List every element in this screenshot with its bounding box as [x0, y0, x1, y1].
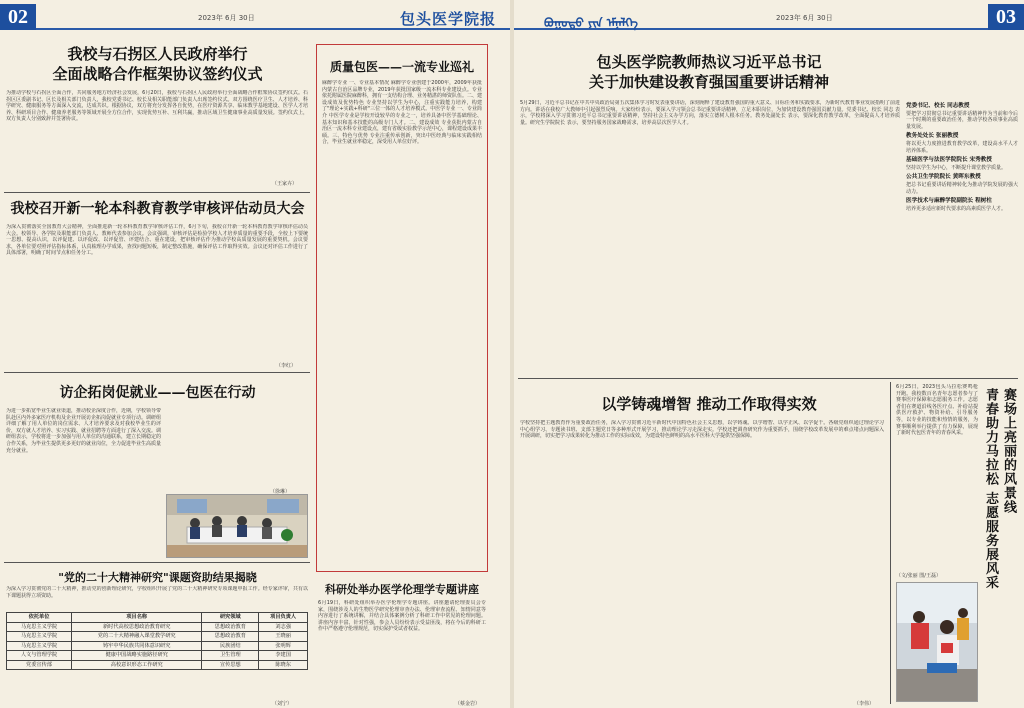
soul-text: 学校坚持把主题教育作为重要政治任务，深入学习贯彻习近平新时代中国特色社会主义思想，以学铸魂、以学增智、以学正风、以学促干。各级党组织通过理论学习中心组学习、专题读书班、支部主题党日等多种形式开展学习，推动理论学习走深走实。学校还把调查研究作为重要抓手，围绕学校改革发展中的难点堵点问题深入开展调研，切实把学习成果转化为推动工作的实际成效，为建设特色鲜明的高水平医科大学提供坚强保障。	[520, 420, 884, 440]
masthead: 包头医学院报	[400, 10, 497, 28]
strategic-title-2: 全面战略合作框架协议签约仪式	[52, 65, 263, 83]
undergrad-title: 我校召开新一轮本科教育教学审核评估动员大会	[10, 201, 305, 217]
issue-date: 2023年 6月 30日	[776, 14, 833, 22]
table-cell: 民族团结	[202, 641, 259, 651]
table-row	[7, 641, 308, 651]
section-body: 把总书记重要讲话精神转化为推动学院发展的强大动力。	[906, 181, 1018, 195]
research-table	[6, 612, 308, 670]
section-heading: 公共卫生学院院长 黄晖东教授	[906, 174, 981, 181]
ethics-byline: （蔡金岩）	[455, 701, 481, 707]
table-cell: 王晓丽	[259, 632, 308, 642]
divider	[4, 372, 310, 373]
lead-title-2: 关于加快建设教育强国重要讲话精神	[588, 73, 829, 91]
visit-text: 为进一步拓宽毕业生就业渠道，推动校企深度合作，近期，学校领导带队赴区内外多家医疗机构及企业开展访企拓岗促就业专项行动。调研组详细了解了用人单位的岗位需求、人才培养要求及对我校毕业生的评价，双方就人才培养、实习实践、就业招聘等方面进行了深入交流。调研组表示，学校将进一步加强与用人单位的沟通联系，建立长期稳定的合作关系，为毕业生提供更多更好的就业岗位，全力促进毕业生高质量充分就业。	[6, 408, 161, 454]
soul-title: 以学铸魂增智 推动工作取得实效	[601, 395, 817, 413]
table-cell: 张明辉	[259, 641, 308, 651]
lead-title-1: 包头医学院教师热议习近平总书记	[596, 53, 822, 71]
table-body	[7, 622, 308, 670]
section-heading: 教务处处长 张丽教授	[906, 133, 959, 140]
visit-body	[6, 408, 161, 556]
table-header-cell: 研究领域	[202, 613, 259, 623]
section-heading: 基础医学与法医学院院长 宋秀教授	[906, 157, 992, 164]
table-row	[7, 622, 308, 632]
undergrad-text: 为深入贯彻落实全国教育大会精神，全面推进新一轮本科教育教学审核评估工作，6月下旬，我校召开新一轮本科教育教学审核评估动员大会。校领导、各学院及职能部门负责人、教师代表参加会议。会议强调，审核评估是检验学校人才培养质量的重要手段，全校上下要统一思想、提高认识，以评促建、以评促改、以评促管、评建结合、重在建设，把审核评估作为推动学校高质量发展的重要契机。会议要求，各单位要对照评估指标体系，认真梳理办学成果，查找问题短板，制定整改措施，确保评估工作取得实效。会议还对评估工作进行了具体部署，明确了时间节点和任务分工。	[6, 224, 308, 257]
page-number: 03	[988, 4, 1024, 30]
right-page	[514, 0, 1024, 708]
table-cell: 思想政治教育	[202, 632, 259, 642]
patrol-body	[322, 80, 482, 566]
table-cell: 思想政治教育	[202, 622, 259, 632]
strategic-text: 为推动学校与石拐区全面合作，共同服务地方经济社会发展，6月20日，我校与石拐区人民政府举行全面战略合作框架协议签约仪式。石拐区区委副书记、区长及相关部门负责人，我校党委书记、校长及相关职能部门负责人出席签约仪式。双方围绕医疗卫生、人才培养、科学研究、健康服务等方面深入交流，达成共识。根据协议，双方将充分发挥各自优势，在医疗资源共享、临床教学基地建设、医学人才培养、科研项目合作、健康养老服务等领域开展全方位合作，实现优势互补、互利共赢，推动区域卫生健康事业高质量发展。签约仪式上，双方负责人分别致辞并签署协议。	[6, 90, 308, 123]
research-body	[6, 586, 308, 608]
table-row	[7, 632, 308, 642]
section-heading: 党委书记、校长 同志教授	[906, 103, 970, 109]
divider	[890, 382, 891, 704]
table-header-cell: 项目负责人	[259, 613, 308, 623]
table-cell: 铸牢中华民族共同体意识研究	[72, 641, 202, 651]
table-cell: 人文与管理学院	[7, 651, 72, 661]
undergrad-body	[6, 224, 308, 364]
table-cell: 陈晓东	[259, 660, 308, 670]
section-heading: 医学技术与麻醉学院副院长 程树柱	[906, 198, 992, 205]
visit-byline: （徐琳）	[270, 489, 291, 495]
table-cell: 健康中国战略实施路径研究	[72, 651, 202, 661]
soul-byline: （李伟）	[854, 701, 875, 707]
section-body: 将以更大力度推进教育教学改革，建设高水平人才培养体系。	[906, 140, 1018, 154]
patrol-text: 麻醉学专业 一、专业基本情况 麻醉学专业创建于2000年，2009年获批内蒙古自治区品牌专业，2019年获批国家级一流本科专业建设点。专业依托附属医院麻醉科，拥有一支结构合理、业务精湛的师资队伍。二、建设成效及优势特色 专业坚持以学生为中心，注重实践能力培养，构建了"理论+实践+科研"三位一体的人才培养模式。中医学专业 一、专业简介 中医学专业是学校开设较早的专业之一，培养具备中医学基础理论、基本知识和基本技能的高级专门人才。二、建设成效 专业获批内蒙古自治区一流本科专业建设点，建有省级实验教学示范中心，课程建设成果丰硕。三、特色与优势 专业注重传承创新，突出中医经典与临床实践相结合，毕业生就业率稳定，深受用人单位好评。	[322, 80, 482, 146]
table-cell: 党的二十大精神融入课堂教学研究	[72, 632, 202, 642]
visit-title: 访企拓岗促就业——包医在行动	[59, 385, 256, 401]
table-cell: 马克思主义学院	[7, 622, 72, 632]
marathon-body	[896, 384, 978, 568]
masthead-mongol: ᠪᠣᠭᠣᠲᠣ ᠶᠢᠨ ᠡᠮᠨᠡᠯᠭᠡ	[544, 16, 638, 30]
patrol-title: 质量包医——一流专业巡礼	[329, 60, 474, 74]
ethics-text: 6月19日，科研处组织举办医学伦理学专题讲座。讲座邀请伦理委员会专家，围绕涉及人的生物医学研究伦理审查办法、伦理审查流程、知情同意等内容进行了系统讲解，并结合具体案例分析了科研工作中常见的伦理问题。讲座内容丰富、针对性强，参会人员纷纷表示受益匪浅，将在今后的科研工作中严格遵守伦理规范，切实保护受试者权益。	[318, 600, 486, 633]
divider	[4, 562, 310, 563]
section-body: 坚持以学生为中心，不断提升课堂教学质量。	[906, 164, 1007, 171]
marathon-title-2: 青春助力马拉松 志愿服务展风采	[983, 388, 998, 590]
lead-text: 5月29日，习近平总书记在中共中央政治局第五次集体学习时发表重要讲话，深刻阐释了建设教育强国的重大意义、目标任务和实践要求，为新时代教育事业发展指明了前进方向。讲话在我校广大教师中引起强烈反响。大家纷纷表示，要深入学习领会总书记重要讲话精神，立足本职岗位，为加快建设教育强国贡献力量。党委书记、校长 同志 表示，学校将深入学习贯彻习近平总书记重要讲话精神，坚持社会主义办学方向，落实立德树人根本任务。教务处副处长 表示，要深化教育教学改革，全面提高人才培养质量。研究生学院院长 表示，要坚持服务国家战略需求，培养高层次医学人才。	[520, 100, 900, 126]
right-header	[514, 4, 1024, 30]
research-byline: （刘宁）	[272, 701, 293, 707]
divider	[4, 192, 310, 193]
table-row	[7, 651, 308, 661]
ethics-body	[318, 600, 486, 698]
table-cell: 马克思主义学院	[7, 641, 72, 651]
table-cell: 刘志强	[259, 622, 308, 632]
strategic-byline: （王家卉）	[272, 181, 298, 187]
meeting-photo	[166, 494, 308, 558]
lead-body	[520, 100, 900, 362]
table-cell: 新时代高校思想政治教育研究	[72, 622, 202, 632]
marathon-title-1: 赛场上亮丽的风景线	[1001, 388, 1016, 514]
marathon-text: 6月25日，2023包头马拉松赛鸣枪开跑。我校数百名青年志愿者参与了赛事医疗保障和志愿服务工作。志愿者们在赛道沿线各医疗点、补给站提供医疗救护、物资补给、引导服务等，以专业的技能和热情的服务，为赛事顺利举行提供了有力保障，展现了新时代包医青年的青春风采。	[896, 384, 978, 437]
soul-body	[520, 420, 884, 700]
section-body: 要把学习贯彻总书记重要讲话精神作为当前和今后一个时期的重要政治任务，推动学校各项事业高质量发展。	[906, 110, 1018, 130]
marathon-photo	[896, 582, 978, 702]
strategic-title-1: 我校与石拐区人民政府举行	[67, 45, 248, 63]
table-cell: 卫生管理	[202, 651, 259, 661]
divider	[518, 378, 1018, 379]
table-cell: 马克思主义学院	[7, 632, 72, 642]
left-page	[0, 0, 510, 708]
table-header-cell: 依托单位	[7, 613, 72, 623]
strategic-body	[6, 90, 308, 186]
research-text: 为深入学习贯彻党的二十大精神，推动党的创新理论研究，学校组织开展了党的二十大精神研究专项课题申报工作。经专家评审，共有以下课题获得立项资助。	[6, 586, 308, 599]
table-header-row	[7, 613, 308, 623]
table-cell: 李建国	[259, 651, 308, 661]
research-title: "党的二十大精神研究"课题资助结果揭晓	[58, 571, 257, 584]
marathon-byline: （文/张丽 图/王磊）	[896, 573, 941, 579]
page-number: 02	[0, 4, 36, 30]
table-cell: 高校意识形态工作研究	[72, 660, 202, 670]
table-cell: 党委宣传部	[7, 660, 72, 670]
issue-date: 2023年 6月 30日	[198, 14, 255, 22]
ethics-title: 科研处举办医学伦理学专题讲座	[325, 583, 479, 596]
left-header	[0, 4, 510, 30]
lead-sections	[906, 100, 1018, 370]
undergrad-byline: （李红）	[276, 363, 297, 369]
section-body: 培养更多适应新时代要求的高素质医学人才。	[906, 205, 1007, 212]
table-header-cell: 项目名称	[72, 613, 202, 623]
table-cell: 宣传思想	[202, 660, 259, 670]
table-row	[7, 660, 308, 670]
